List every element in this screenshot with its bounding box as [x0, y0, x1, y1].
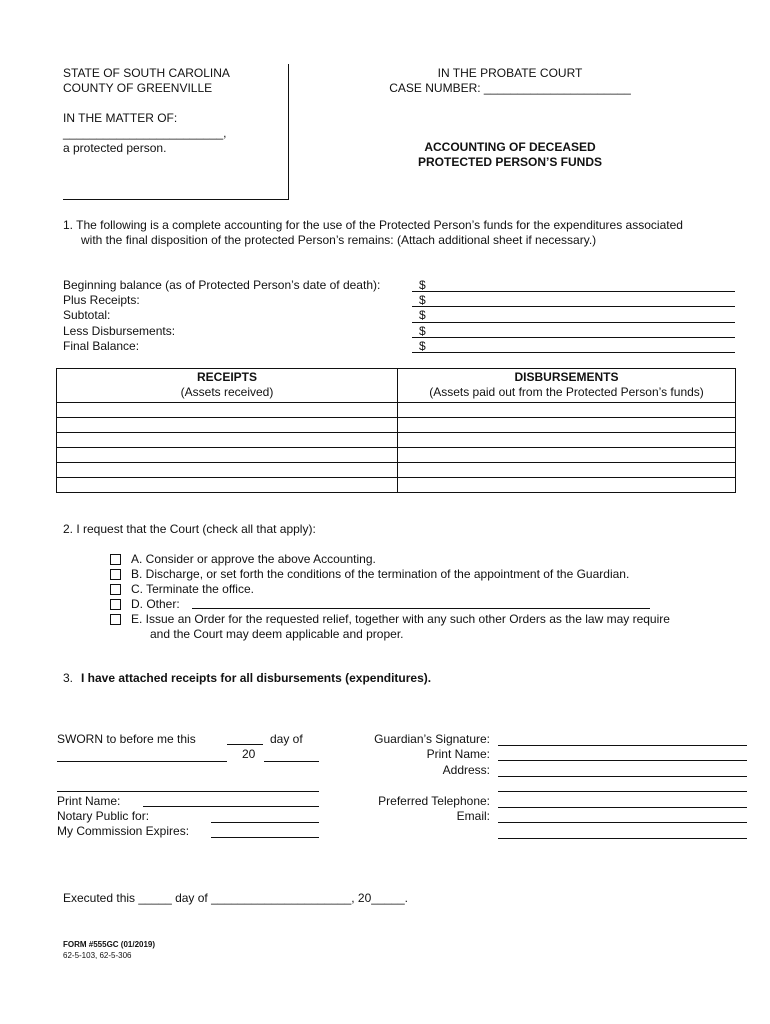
table-row [57, 433, 736, 448]
guardian-address-field-2[interactable] [498, 791, 747, 792]
subtotal-label: Subtotal: [63, 308, 111, 322]
case-number-field[interactable]: CASE NUMBER: ______________________ [389, 81, 631, 95]
disbursements-title: DISBURSEMENTS [514, 370, 619, 384]
guardian-email-field[interactable] [498, 822, 747, 823]
executed-line[interactable]: Executed this _____ day of _____________________, 20_____. [63, 891, 408, 905]
disbursement-cell[interactable] [398, 403, 736, 418]
disbursements-header [398, 369, 736, 403]
section2-intro: 2. I request that the Court (check all that apply): [63, 522, 316, 536]
caption-divider-vertical [288, 64, 289, 200]
plus-receipts-field[interactable] [412, 306, 735, 307]
option-c-label: C. Terminate the office. [131, 582, 254, 596]
less-disbursements-field[interactable] [412, 337, 735, 338]
disbursement-cell[interactable] [398, 433, 736, 448]
table-header-row [57, 369, 736, 403]
disbursements-subtitle: (Assets paid out from the Protected Person’s funds) [429, 385, 704, 399]
subtotal-field[interactable] [412, 322, 735, 323]
guardian-email-label: Email: [456, 809, 490, 823]
option-d-checkbox[interactable] [110, 599, 121, 610]
form-number: FORM #555GC (01/2019) [63, 940, 156, 949]
section3-text: I have attached receipts for all disbursements (expenditures). [81, 671, 432, 685]
currency-symbol: $ [419, 278, 426, 292]
table-row [57, 403, 736, 418]
guardian-print-name-field[interactable] [498, 760, 747, 761]
table-row [57, 418, 736, 433]
guardian-signature-field[interactable] [498, 745, 747, 746]
commission-expires-label: My Commission Expires: [57, 824, 190, 838]
protected-person-name-field[interactable]: ________________________, [63, 126, 227, 140]
notary-print-name-field[interactable] [143, 806, 319, 807]
table-row [57, 463, 736, 478]
receipt-cell[interactable] [57, 463, 398, 478]
state-label: STATE OF SOUTH CAROLINA [63, 66, 230, 80]
section1-text-line2: with the final disposition of the protected Person’s remains: (Attach additional sheet if necessary.) [81, 233, 597, 247]
option-e-label-continued: and the Court may deem applicable and proper. [150, 627, 404, 641]
option-a-label: A. Consider or approve the above Accounting. [131, 552, 376, 566]
receipts-disbursements-table [56, 368, 736, 493]
form-title-line2: PROTECTED PERSON’S FUNDS [417, 155, 603, 169]
final-balance-label: Final Balance: [63, 339, 140, 353]
final-balance-field[interactable] [412, 352, 735, 353]
disbursement-cell[interactable] [398, 418, 736, 433]
section3-number: 3. [63, 671, 74, 685]
guardian-email-field-2[interactable] [498, 838, 747, 839]
court-label: IN THE PROBATE COURT [437, 66, 583, 80]
notary-signature-field[interactable] [57, 791, 319, 792]
statute-references: 62-5-103, 62-5-306 [63, 951, 132, 960]
commission-expires-field[interactable] [211, 837, 319, 838]
option-c-checkbox[interactable] [110, 584, 121, 595]
option-b-checkbox[interactable] [110, 569, 121, 580]
beginning-balance-field[interactable] [412, 291, 735, 292]
receipts-header [57, 369, 398, 403]
sworn-month-field[interactable] [57, 761, 227, 762]
table-row [57, 478, 736, 493]
sworn-label: SWORN to before me this [57, 732, 196, 746]
less-disbursements-label: Less Disbursements: [63, 324, 176, 338]
guardian-address-label: Address: [442, 763, 490, 777]
guardian-telephone-label: Preferred Telephone: [378, 794, 490, 808]
matter-label: IN THE MATTER OF: [63, 111, 178, 125]
option-e-label: E. Issue an Order for the requested relief, together with any such other Orders as the law may require [131, 612, 670, 626]
receipt-cell[interactable] [57, 433, 398, 448]
guardian-telephone-field[interactable] [498, 807, 747, 808]
table-row [57, 448, 736, 463]
currency-symbol: $ [419, 293, 426, 307]
receipt-cell[interactable] [57, 418, 398, 433]
year-prefix-label: 20 [242, 747, 256, 761]
receipts-subtitle: (Assets received) [180, 385, 274, 399]
day-of-label: day of [270, 732, 303, 746]
option-a-checkbox[interactable] [110, 554, 121, 565]
option-e-checkbox[interactable] [110, 614, 121, 625]
county-label: COUNTY OF GREENVILLE [63, 81, 213, 95]
notary-print-name-label: Print Name: [57, 794, 121, 808]
caption-divider-horizontal [63, 199, 289, 200]
form-title-line1: ACCOUNTING OF DECEASED [424, 140, 596, 154]
receipt-cell[interactable] [57, 478, 398, 493]
protected-person-label: a protected person. [63, 141, 167, 155]
currency-symbol: $ [419, 308, 426, 322]
currency-symbol: $ [419, 324, 426, 338]
other-request-field[interactable] [192, 608, 650, 609]
receipt-cell[interactable] [57, 448, 398, 463]
receipt-cell[interactable] [57, 403, 398, 418]
disbursement-cell[interactable] [398, 463, 736, 478]
option-b-label: B. Discharge, or set forth the conditions of the termination of the appointment of the Guardian. [131, 567, 630, 581]
guardian-address-field[interactable] [498, 776, 747, 777]
guardian-print-name-label: Print Name: [426, 747, 490, 761]
currency-symbol: $ [419, 339, 426, 353]
sworn-day-field[interactable] [227, 744, 263, 745]
disbursement-cell[interactable] [398, 478, 736, 493]
guardian-signature-label: Guardian’s Signature: [374, 732, 490, 746]
beginning-balance-label: Beginning balance (as of Protected Person’s date of death): [63, 278, 381, 292]
plus-receipts-label: Plus Receipts: [63, 293, 140, 307]
notary-public-for-label: Notary Public for: [57, 809, 150, 823]
disbursement-cell[interactable] [398, 448, 736, 463]
section1-text-line1: 1. The following is a complete accounting for the use of the Protected Person’s funds for the expenditures associated [63, 218, 683, 232]
option-d-label: D. Other: [131, 597, 180, 611]
receipts-title: RECEIPTS [196, 370, 257, 384]
